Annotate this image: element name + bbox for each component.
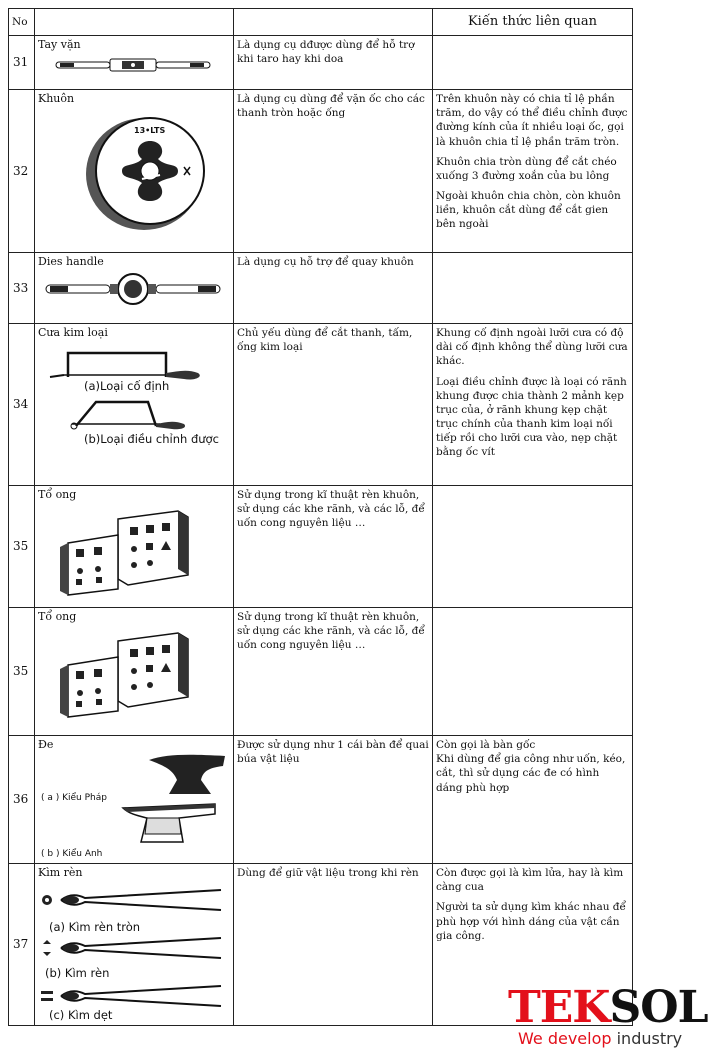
- tool-name: Tay vặn: [38, 38, 81, 51]
- tool-name: Dies handle: [38, 255, 104, 268]
- note-paragraph: Ngoài khuôn chia chòn, còn khuôn liền, khuôn cắt dùng để cắt gien bên ngoài: [436, 190, 621, 231]
- caption-english-anvil: ( b ) Kiểu Anh: [41, 849, 103, 859]
- note-paragraph: Loại điều chỉnh được là loại có rãnh khung được chia thành 2 mảnh kẹp trục của, ở rãnh khung kẹp chặt trục chính của thanh kim loại nối tiếp rồi cho lưỡi cưa vào, nẹp chặt bằng ốc vít: [436, 375, 627, 459]
- table-row: [9, 36, 633, 90]
- swage-block-illustration: [38, 505, 228, 597]
- row-number: 37: [9, 864, 35, 1026]
- header-row: [9, 9, 633, 36]
- row-number: 34: [9, 324, 35, 486]
- notes-cell: [433, 608, 633, 736]
- usage-cell: Sử dụng trong kĩ thuật rèn khuôn, sử dụng các khe rãnh, và các lỗ, để uốn cong nguyên liệu …: [234, 608, 433, 736]
- caption-round-tongs: (a) Kìm rèn tròn: [49, 920, 141, 934]
- caption-fixed-saw: (a)Loại cố định: [84, 378, 170, 393]
- logo-brand-dark: SOL: [609, 982, 708, 1033]
- tool-cell: [35, 90, 234, 253]
- tool-cell: [35, 608, 234, 736]
- die-handle-illustration: [38, 272, 228, 308]
- usage-cell: Là dụng cụ hỗ trợ để quay khuôn: [234, 253, 433, 324]
- tap-wrench-illustration: [38, 55, 228, 75]
- row-number: 33: [9, 253, 35, 324]
- tool-cell: [35, 36, 234, 90]
- row-number: 32: [9, 90, 35, 253]
- tool-name: Tổ ong: [38, 610, 77, 623]
- tool-name: Đe: [38, 738, 54, 751]
- swage-block-illustration: [38, 627, 228, 719]
- notes-cell: [433, 253, 633, 324]
- tool-name: Cưa kim loại: [38, 326, 108, 339]
- flat-tongs-illustration: [39, 984, 225, 1010]
- note-paragraph: Trên khuôn này có chia tỉ lệ phần trăm, do vậy có thể điều chỉnh được đường kính của ít nhiều loại ốc, gọi là khuôn chia tỉ lệ phần trăm tròn.: [436, 93, 628, 148]
- row-number: 35: [9, 486, 35, 608]
- row-number: 36: [9, 736, 35, 864]
- note-paragraph: Người ta sử dụng kìm khác nhau để phù hợp với hình dáng của vật cần gia công.: [436, 901, 626, 942]
- table-row: [9, 608, 633, 736]
- tools-table: [8, 8, 633, 1026]
- row-number: 31: [9, 36, 35, 90]
- note-paragraph: Khuôn chia tròn dùng để cắt chéo xuống 3 đường xoắn của bu lông: [436, 155, 617, 182]
- tool-cell: [35, 253, 234, 324]
- note-paragraph: Còn được gọi là kìm lửa, hay là kìm càng cua: [436, 867, 624, 894]
- tool-name: Kìm rèn: [38, 866, 83, 879]
- usage-cell: Chủ yếu dùng để cắt thanh, tấm, ống kim loại: [234, 324, 433, 486]
- table-row: [9, 324, 633, 486]
- teksol-logo: [508, 982, 723, 1048]
- usage-cell: Được sử dụng như 1 cái bàn để quai búa vật liệu: [234, 736, 433, 864]
- tool-name: Tổ ong: [38, 488, 77, 501]
- header-usage: [234, 9, 433, 36]
- notes-cell: [433, 324, 633, 486]
- table-row: [9, 253, 633, 324]
- header-no: No: [9, 9, 35, 36]
- logo-wordmark: [508, 982, 723, 1033]
- anvil-english-illustration: [119, 798, 219, 846]
- table-row: [9, 486, 633, 608]
- die-marking: 13•LTS: [134, 125, 166, 135]
- row-number: 35: [9, 608, 35, 736]
- notes-cell: [433, 36, 633, 90]
- tool-cell: [35, 486, 234, 608]
- note-line: Còn gọi là bàn gốc: [436, 739, 536, 751]
- die-illustration: [38, 109, 228, 239]
- round-tongs-illustration: [39, 888, 225, 914]
- table-row: [9, 736, 633, 864]
- hacksaw-adjustable-illustration: [38, 396, 228, 434]
- anvil-french-illustration: [147, 750, 227, 796]
- header-tool: [35, 9, 234, 36]
- tool-name: Khuôn: [38, 92, 75, 105]
- usage-cell: Là dụng cụ dùng để vặn ốc cho các thanh tròn hoặc ống: [234, 90, 433, 253]
- tool-cell: [35, 324, 234, 486]
- logo-tagline-dark: industry: [611, 1029, 683, 1048]
- notes-cell: [433, 486, 633, 608]
- header-related-knowledge: Kiến thức liên quan: [433, 9, 633, 36]
- notes-cell: [433, 90, 633, 253]
- note-line: Khi dùng để gia công như uốn, kéo, cắt, thì sử dụng các đe có hình dáng phù hợp: [436, 753, 626, 794]
- notes-cell: [433, 736, 633, 864]
- usage-cell: Sử dụng trong kĩ thuật rèn khuôn, sử dụng các khe rãnh, và các lỗ, để uốn cong nguyên liệu …: [234, 486, 433, 608]
- caption-forging-tongs: (b) Kìm rèn: [45, 966, 110, 980]
- caption-adjustable-saw: (b)Loại điều chỉnh được: [84, 432, 219, 447]
- tool-cell: [35, 736, 234, 864]
- forging-tongs-illustration: [39, 936, 225, 962]
- caption-flat-tongs: (c) Kìm dẹt: [49, 1008, 113, 1022]
- table-row: [9, 90, 633, 253]
- logo-brand-red: TEK: [508, 982, 610, 1033]
- caption-french-anvil: ( a ) Kiểu Pháp: [41, 793, 107, 803]
- tool-cell: [35, 864, 234, 1026]
- note-paragraph: Khung cố định ngoài lưỡi cưa có độ dài cố định không thể dùng lưỡi cưa khác.: [436, 327, 628, 368]
- usage-cell: Là dụng cụ dđược dùng để hỗ trợ khi taro hay khi doa: [234, 36, 433, 90]
- logo-tagline-red: We develop: [518, 1029, 612, 1048]
- usage-cell: Dùng để giữ vật liệu trong khi rèn: [234, 864, 433, 1026]
